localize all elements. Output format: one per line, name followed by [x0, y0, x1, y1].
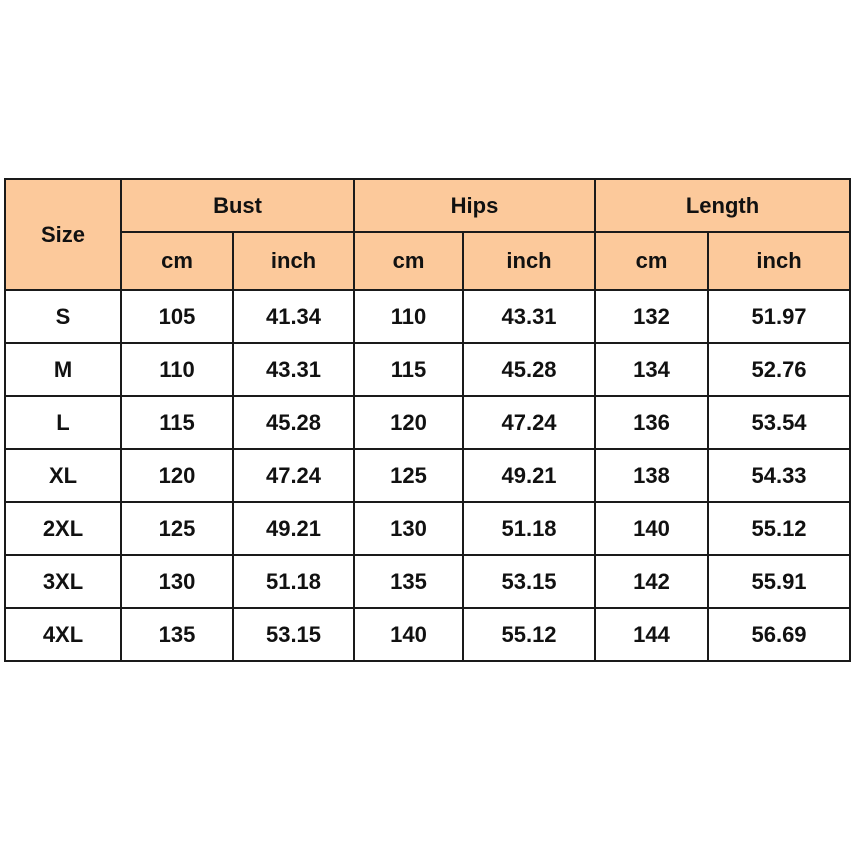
- bust-cm-cell: 130: [121, 555, 233, 608]
- length-inch-cell: 53.54: [708, 396, 850, 449]
- bust-cm-cell: 120: [121, 449, 233, 502]
- hips-inch-cell: 43.31: [463, 290, 595, 343]
- bust-inch-cell: 45.28: [233, 396, 354, 449]
- length-cm-cell: 132: [595, 290, 708, 343]
- bust-cm-header: cm: [121, 232, 233, 290]
- hips-inch-cell: 51.18: [463, 502, 595, 555]
- hips-header: Hips: [354, 179, 595, 232]
- hips-cm-cell: 110: [354, 290, 463, 343]
- table-row: [5, 502, 850, 555]
- size-cell: 3XL: [5, 555, 121, 608]
- size-cell: XL: [5, 449, 121, 502]
- table-row: [5, 608, 850, 661]
- table-row: [5, 343, 850, 396]
- length-cm-cell: 144: [595, 608, 708, 661]
- size-header: Size: [5, 179, 121, 290]
- bust-cm-cell: 110: [121, 343, 233, 396]
- hips-cm-cell: 120: [354, 396, 463, 449]
- header-row-groups: [5, 179, 850, 232]
- bust-inch-cell: 41.34: [233, 290, 354, 343]
- hips-inch-cell: 45.28: [463, 343, 595, 396]
- hips-inch-header: inch: [463, 232, 595, 290]
- table-row: [5, 449, 850, 502]
- length-cm-header: cm: [595, 232, 708, 290]
- header-row-units: [5, 232, 850, 290]
- length-cm-cell: 136: [595, 396, 708, 449]
- bust-cm-cell: 115: [121, 396, 233, 449]
- bust-inch-cell: 51.18: [233, 555, 354, 608]
- hips-cm-cell: 140: [354, 608, 463, 661]
- length-inch-cell: 52.76: [708, 343, 850, 396]
- length-cm-cell: 140: [595, 502, 708, 555]
- table-row: [5, 396, 850, 449]
- hips-inch-cell: 55.12: [463, 608, 595, 661]
- length-cm-cell: 138: [595, 449, 708, 502]
- bust-inch-cell: 47.24: [233, 449, 354, 502]
- hips-cm-cell: 115: [354, 343, 463, 396]
- hips-cm-cell: 130: [354, 502, 463, 555]
- table-row: [5, 290, 850, 343]
- hips-cm-cell: 135: [354, 555, 463, 608]
- length-header: Length: [595, 179, 850, 232]
- bust-inch-header: inch: [233, 232, 354, 290]
- size-cell: 2XL: [5, 502, 121, 555]
- length-cm-cell: 134: [595, 343, 708, 396]
- size-cell: M: [5, 343, 121, 396]
- length-cm-cell: 142: [595, 555, 708, 608]
- bust-cm-cell: 125: [121, 502, 233, 555]
- length-inch-cell: 51.97: [708, 290, 850, 343]
- size-cell: L: [5, 396, 121, 449]
- hips-inch-cell: 47.24: [463, 396, 595, 449]
- bust-inch-cell: 43.31: [233, 343, 354, 396]
- bust-header: Bust: [121, 179, 354, 232]
- length-inch-header: inch: [708, 232, 850, 290]
- hips-inch-cell: 53.15: [463, 555, 595, 608]
- bust-inch-cell: 49.21: [233, 502, 354, 555]
- length-inch-cell: 54.33: [708, 449, 850, 502]
- size-cell: S: [5, 290, 121, 343]
- size-chart-table: [4, 178, 851, 662]
- hips-cm-cell: 125: [354, 449, 463, 502]
- length-inch-cell: 55.91: [708, 555, 850, 608]
- bust-cm-cell: 135: [121, 608, 233, 661]
- length-inch-cell: 55.12: [708, 502, 850, 555]
- table-row: [5, 555, 850, 608]
- hips-inch-cell: 49.21: [463, 449, 595, 502]
- bust-cm-cell: 105: [121, 290, 233, 343]
- length-inch-cell: 56.69: [708, 608, 850, 661]
- bust-inch-cell: 53.15: [233, 608, 354, 661]
- hips-cm-header: cm: [354, 232, 463, 290]
- size-cell: 4XL: [5, 608, 121, 661]
